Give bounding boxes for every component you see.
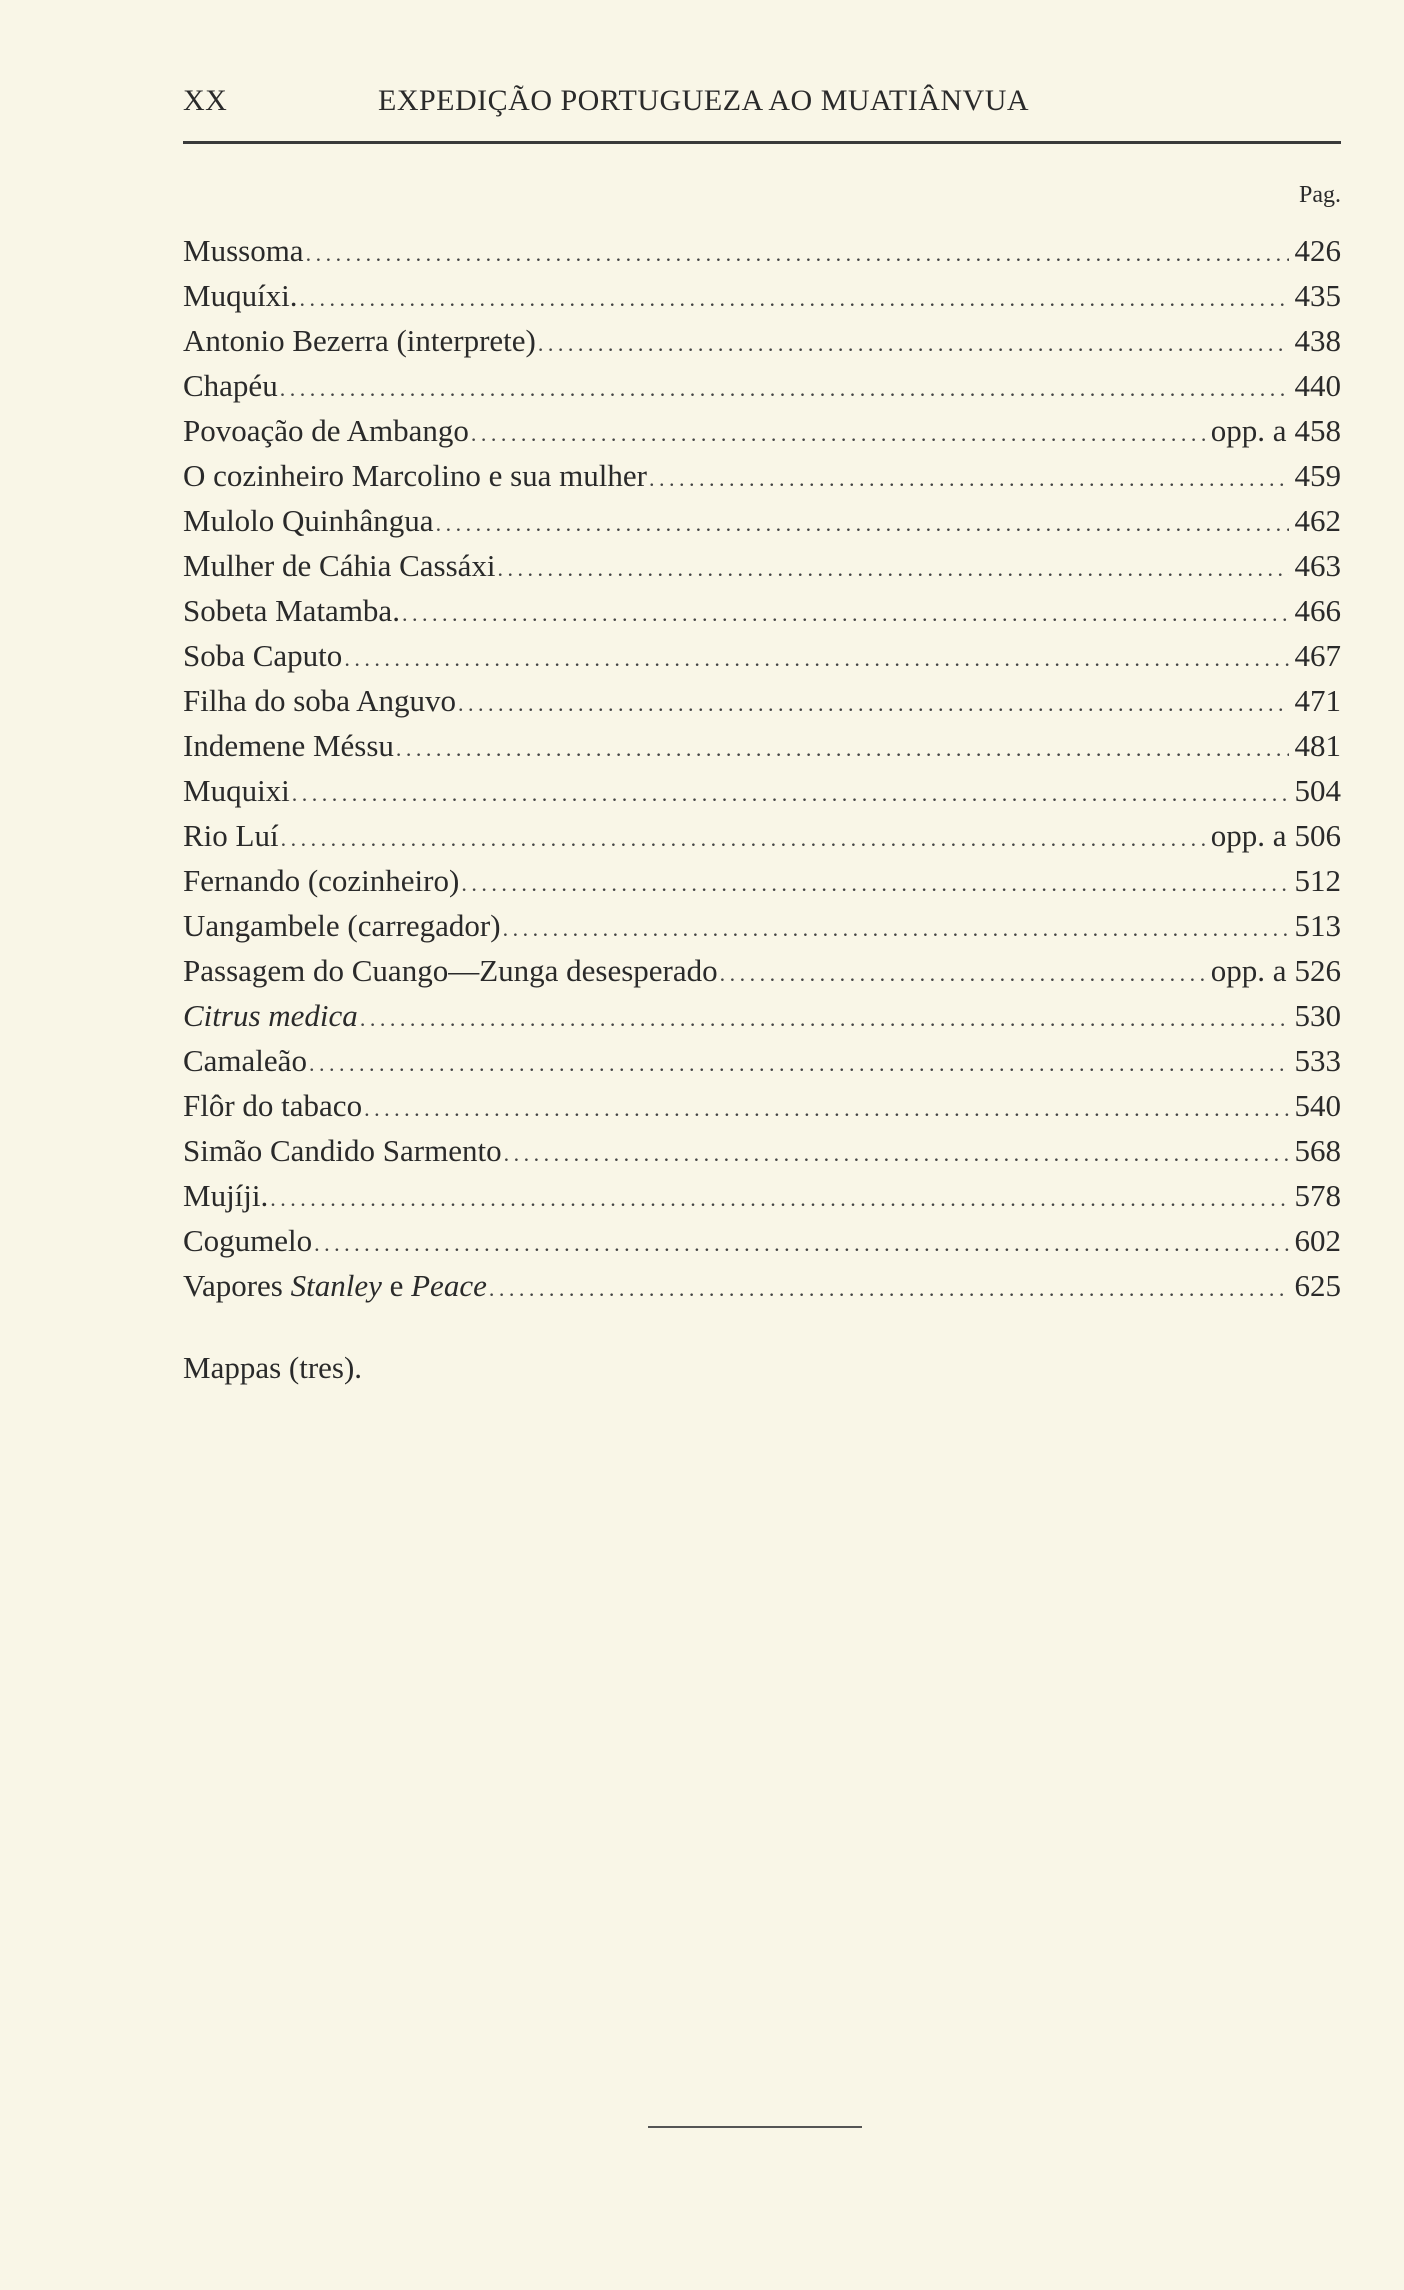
page-number: 438	[1294, 323, 1341, 358]
dot-leader	[292, 771, 1289, 816]
dot-leader	[498, 546, 1289, 591]
entry-title-text: Sobeta Matamba.	[183, 593, 400, 628]
dot-leader	[300, 276, 1289, 321]
page-number: 471	[1294, 683, 1341, 718]
entry-title-text: Fernando (cozinheiro)	[183, 863, 460, 898]
page-number: 459	[1294, 458, 1341, 493]
list-item	[183, 678, 1341, 723]
entry-title	[183, 633, 342, 678]
page-number: 426	[1294, 233, 1341, 268]
entry-title-text: Indemene Méssu	[183, 728, 394, 763]
entry-title	[183, 1038, 307, 1083]
page-number: 512	[1294, 863, 1341, 898]
list-item	[183, 498, 1341, 543]
entry-title	[183, 588, 400, 633]
page-number: 466	[1294, 593, 1341, 628]
list-item	[183, 633, 1341, 678]
running-title: EXPEDIÇÃO PORTUGUEZA AO MUATIÂNVUA	[378, 84, 1030, 117]
entry-title-text: Mussoma	[183, 233, 304, 268]
page-number: 467	[1294, 638, 1341, 673]
entry-title-italic: Citrus medica	[183, 998, 358, 1033]
dot-leader	[458, 681, 1289, 726]
entry-title	[183, 1173, 268, 1218]
entry-title	[183, 453, 647, 498]
dot-leader	[309, 1041, 1289, 1086]
entry-title	[183, 318, 536, 363]
list-item	[183, 453, 1341, 498]
list-item	[183, 228, 1341, 273]
dot-leader	[436, 501, 1289, 546]
entry-title	[183, 813, 279, 858]
entry-title	[183, 1083, 362, 1128]
dot-leader	[504, 1131, 1289, 1176]
entry-title-text: Vapores	[183, 1268, 291, 1303]
page-number: 504	[1294, 773, 1341, 808]
entry-title-text: Mulher de Cáhia Cassáxi	[183, 548, 496, 583]
maps-note: Mappas (tres).	[183, 1350, 363, 1385]
entry-title-text: Povoação de Ambango	[183, 413, 469, 448]
page-number: 625	[1294, 1268, 1341, 1303]
entry-title	[183, 408, 469, 453]
entry-title-text: Muquíxi.	[183, 278, 298, 313]
entry-title-text: e	[381, 1268, 412, 1303]
entry-title	[183, 363, 278, 408]
entry-title-italic: Peace	[411, 1268, 487, 1303]
entry-title	[183, 1128, 502, 1173]
page-number: 533	[1294, 1043, 1341, 1078]
entry-title	[183, 543, 496, 588]
entry-title-italic: Stanley	[290, 1268, 382, 1303]
list-item	[183, 588, 1341, 633]
page-folio: XX	[183, 84, 228, 117]
entry-title-text: Passagem do Cuango—Zunga desesperado	[183, 953, 718, 988]
page-number: 462	[1294, 503, 1341, 538]
list-item	[183, 723, 1341, 768]
dot-leader	[489, 1266, 1289, 1311]
entry-title	[183, 678, 456, 723]
dot-leader	[281, 816, 1205, 861]
entry-title-text: Simão Candido Sarmento	[183, 1133, 502, 1168]
list-item	[183, 1038, 1341, 1083]
entry-title-text: O cozinheiro Marcolino e sua mulher	[183, 458, 647, 493]
page-column-header: Pag.	[1299, 182, 1341, 208]
list-item	[183, 1083, 1341, 1128]
opposite-page-prefix: opp. a	[1210, 413, 1287, 448]
entry-title	[183, 273, 298, 318]
page-number: 481	[1294, 728, 1341, 763]
dot-leader	[306, 231, 1289, 276]
dot-leader	[280, 366, 1289, 411]
dot-leader	[396, 726, 1289, 771]
entry-title	[183, 948, 718, 993]
entry-title	[183, 723, 394, 768]
list-item	[183, 768, 1341, 813]
list-item	[183, 1128, 1341, 1173]
entry-title-text: Antonio Bezerra (interprete)	[183, 323, 536, 358]
entry-title-text: Filha do soba Anguvo	[183, 683, 456, 718]
list-item	[183, 1263, 1341, 1308]
entry-title-text: Camaleão	[183, 1043, 307, 1078]
list-item	[183, 903, 1341, 948]
entry-title	[183, 228, 304, 273]
running-header	[183, 84, 1341, 124]
entry-title-text: Rio Luí	[183, 818, 279, 853]
dot-leader	[461, 861, 1288, 906]
list-item	[183, 543, 1341, 588]
entry-title	[183, 903, 501, 948]
list-item	[183, 813, 1341, 858]
entry-title	[183, 1218, 312, 1263]
page-number: 513	[1294, 908, 1341, 943]
dot-leader	[314, 1221, 1288, 1266]
page-number: 458	[1294, 413, 1341, 448]
entry-title-text: Mujíji.	[183, 1178, 269, 1213]
dot-leader	[360, 996, 1289, 1041]
page-number: 435	[1294, 278, 1341, 313]
dot-leader	[364, 1086, 1288, 1131]
page-number: 540	[1294, 1088, 1341, 1123]
page-number: 530	[1294, 998, 1341, 1033]
list-item	[183, 318, 1341, 363]
header-rule	[183, 141, 1341, 144]
dot-leader	[649, 456, 1289, 501]
dot-leader	[270, 1176, 1288, 1221]
list-item	[183, 273, 1341, 318]
entry-title	[183, 858, 459, 903]
list-item	[183, 363, 1341, 408]
dot-leader	[344, 636, 1288, 681]
list-item	[183, 948, 1341, 993]
page-number: 568	[1294, 1133, 1341, 1168]
dot-leader	[720, 951, 1205, 996]
end-rule	[648, 2126, 862, 2128]
list-item	[183, 1173, 1341, 1218]
illustration-list	[183, 228, 1341, 1308]
opposite-page-prefix: opp. a	[1210, 953, 1287, 988]
list-item	[183, 993, 1341, 1038]
page-number: 440	[1294, 368, 1341, 403]
list-item	[183, 1218, 1341, 1263]
entry-title-text: Cogumelo	[183, 1223, 313, 1258]
entry-title-text: Soba Caputo	[183, 638, 343, 673]
entry-title	[183, 993, 358, 1038]
page-number: 578	[1294, 1178, 1341, 1213]
list-item	[183, 858, 1341, 903]
page-number: 602	[1294, 1223, 1341, 1258]
entry-title-text: Flôr do tabaco	[183, 1088, 363, 1123]
entry-title	[183, 1263, 487, 1308]
list-item	[183, 408, 1341, 453]
entry-title-text: Uangambele (carregador)	[183, 908, 501, 943]
entry-title-text: Muquixi	[183, 773, 290, 808]
entry-title	[183, 498, 434, 543]
dot-leader	[503, 906, 1289, 951]
entry-title	[183, 768, 290, 813]
entry-title-text: Chapéu	[183, 368, 278, 403]
dot-leader	[471, 411, 1205, 456]
dot-leader	[402, 591, 1289, 636]
page-number: 463	[1294, 548, 1341, 583]
entry-title-text: Mulolo Quinhângua	[183, 503, 434, 538]
opposite-page-prefix: opp. a	[1210, 818, 1287, 853]
page-number: 506	[1294, 818, 1341, 853]
page-number: 526	[1294, 953, 1341, 988]
dot-leader	[538, 321, 1289, 366]
